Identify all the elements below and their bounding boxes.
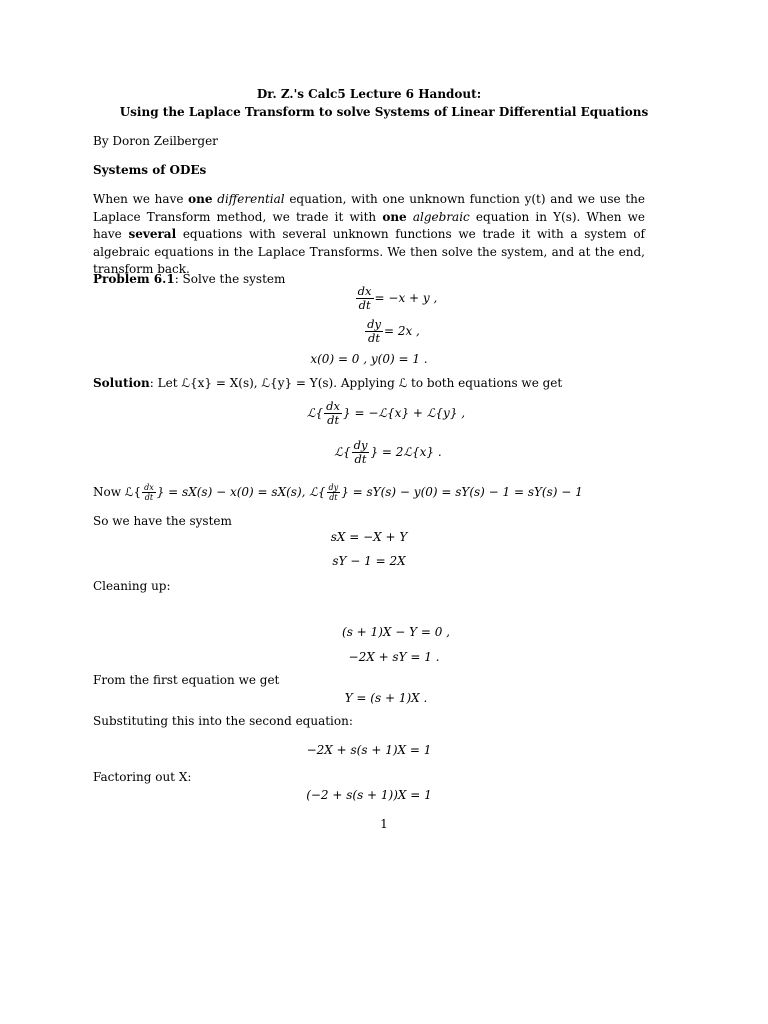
- fraction-dx-dt-small: $\frac{dx}{dt}$: [144, 483, 154, 502]
- fraction-dx-dt: $\frac{dx}{dt}$: [326, 399, 341, 427]
- factoring-equation: (−2 + s(s + 1))X = 1: [306, 788, 432, 802]
- emph-several: several: [128, 227, 177, 241]
- emph-algebraic: algebraic: [412, 209, 470, 224]
- problem-label: Problem 6.1: [93, 272, 175, 286]
- solution-label: Solution: [93, 376, 150, 390]
- first-equation-intro: From the first equation we get: [93, 673, 280, 687]
- problem-statement: Problem 6.1: Solve the system: [93, 272, 286, 286]
- cleaning-equation-1: (s + 1)X − Y = 0 ,: [342, 625, 450, 639]
- substituting-equation: −2X + s(s + 1)X = 1: [306, 743, 432, 757]
- author-line: By Doron Zeilberger: [93, 134, 218, 148]
- substituting-intro: Substituting this into the second equation:: [93, 714, 353, 728]
- cleaning-equation-2: −2X + sY = 1 .: [348, 650, 440, 664]
- cleaning-intro: Cleaning up:: [93, 579, 171, 593]
- section-heading: Systems of ODEs: [93, 163, 207, 177]
- system-intro: So we have the system: [93, 514, 232, 528]
- problem-equation-2: $\frac{dy}{dt}$ = 2x ,: [367, 317, 420, 345]
- problem-initial-conditions: x(0) = 0 , y(0) = 1 .: [310, 352, 428, 366]
- fraction-dx-dt: $\frac{dx}{dt}$: [357, 284, 372, 312]
- emph-one-2: one: [382, 209, 407, 224]
- system-equation-2: sY − 1 = 2X: [332, 554, 406, 568]
- solution-equation-1: ℒ{ $\frac{dx}{dt}$ } = −ℒ{x} + ℒ{y} ,: [306, 399, 466, 427]
- fraction-dy-dt-small: $\frac{dy}{dt}$: [328, 483, 339, 502]
- intro-paragraph: When we have one differential equation, with one unknown function y(t) and we use the Laplace Transform method, we trade it with one algebraic equation in Y(s). When we have several equations with several unknown functions we trade it with a system of algebraic equations in the Laplace Transforms. We then solve the system, and at the end, transform back.: [93, 192, 645, 276]
- emph-differential: differential: [217, 192, 285, 206]
- solution-equation-2: ℒ{ $\frac{dy}{dt}$ } = 2ℒ{x} .: [334, 438, 442, 466]
- solution-statement: Solution: Let ℒ{x} = X(s), ℒ{y} = Y(s). Applying ℒ to both equations we get: [93, 376, 563, 390]
- title-line-2: Using the Laplace Transform to solve Systems of Linear Differential Equations: [119, 105, 649, 119]
- fraction-dy-dt: $\frac{dy}{dt}$: [353, 438, 368, 466]
- fraction-dy-dt: $\frac{dy}{dt}$: [367, 317, 381, 345]
- emph-one-1: one: [188, 192, 213, 206]
- page-number: 1: [380, 817, 388, 831]
- system-equation-1: sX = −X + Y: [330, 530, 408, 544]
- title-line-1: Dr. Z.'s Calc5 Lecture 6 Handout:: [256, 87, 482, 101]
- first-equation-result: Y = (s + 1)X .: [344, 691, 428, 705]
- factoring-intro: Factoring out X:: [93, 770, 192, 784]
- problem-equation-1: $\frac{dx}{dt}$ = −x + y ,: [357, 284, 438, 312]
- now-line: Now ℒ{ $\frac{dx}{dt}$ } = sX(s) − x(0) = sX(s), ℒ{ $\frac{dy}{dt}$ } = sY(s) − y(0) = sY(s) − 1 = sY(s) − 1: [93, 483, 583, 502]
